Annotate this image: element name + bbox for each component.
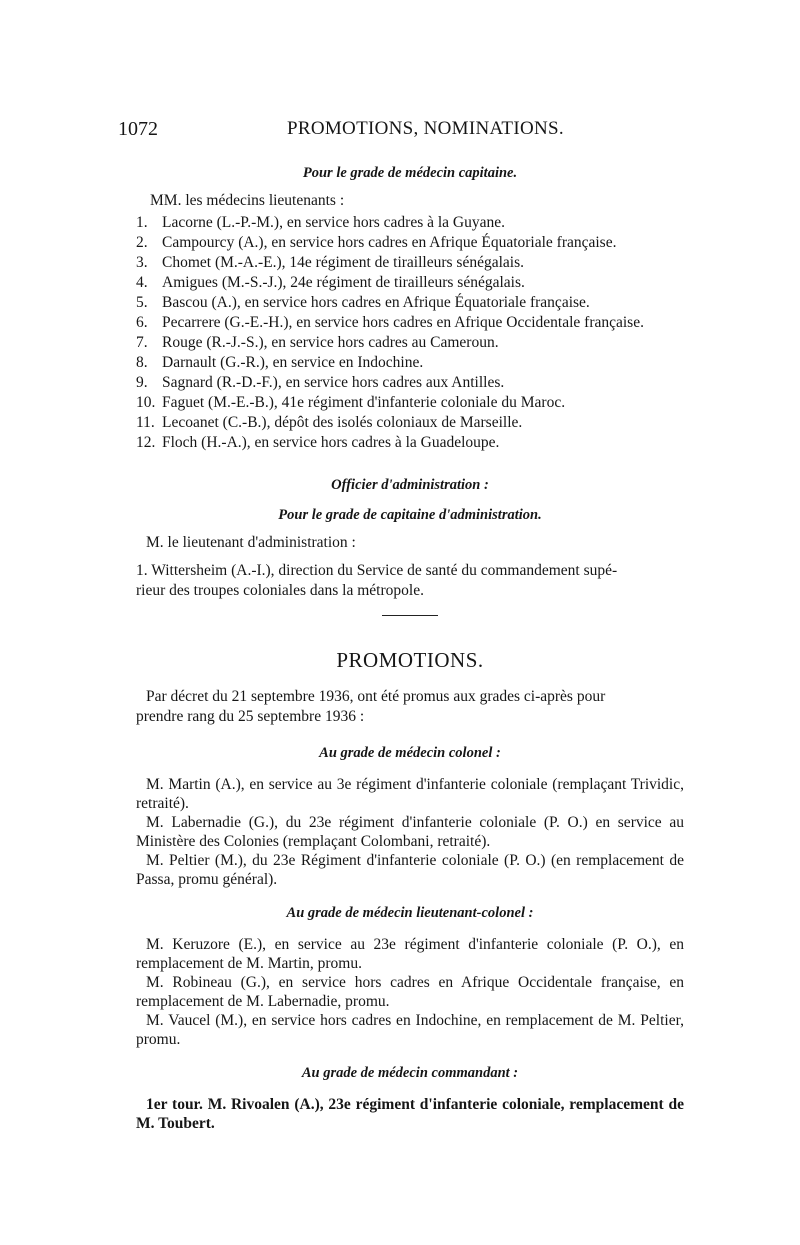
decree-line-1: Par décret du 21 septembre 1936, ont été promus aux grades ci-après pour: [146, 688, 606, 705]
list-item: 4. Amigues (M.-S.-J.), 24e régiment de tirailleurs sénégalais.: [136, 274, 525, 291]
colonel-paragraph: M. Martin (A.), en service au 3e régiment d'infanterie coloniale (remplaçant Trividic, retraité).: [136, 776, 684, 812]
administration-item-line-2: rieur des troupes coloniales dans la métropole.: [136, 582, 424, 599]
administration-intro: M. le lieutenant d'administration :: [146, 534, 356, 551]
subheading-colonel: Au grade de médecin colonel :: [319, 745, 501, 761]
decree-line-2: prendre rang du 25 septembre 1936 :: [136, 708, 365, 725]
subheading-commandant: Au grade de médecin commandant :: [301, 1065, 519, 1081]
colonel-paragraph: M. Peltier (M.), du 23e Régiment d'infanterie coloniale (P. O.) (en remplacement de Passa, promu général).: [136, 852, 684, 888]
list-item: 3. Chomet (M.-A.-E.), 14e régiment de tirailleurs sénégalais.: [136, 254, 524, 271]
list-item: 10. Faguet (M.-E.-B.), 41e régiment d'infanterie coloniale du Maroc.: [136, 394, 566, 411]
subheading-lieutenant-colonel: Au grade de médecin lieutenant-colonel :: [286, 905, 534, 921]
running-title: PROMOTIONS, NOMINATIONS.: [287, 118, 564, 139]
page-content: [136, 163, 684, 1133]
capitaine-intro: MM. les médecins lieutenants :: [150, 192, 345, 209]
list-item: 6. Pecarrere (G.-E.-H.), en service hors cadres en Afrique Occidentale française.: [136, 314, 644, 331]
list-item: 5. Bascou (A.), en service hors cadres en Afrique Équatoriale française.: [136, 294, 590, 311]
subheading-capitaine: Pour le grade de médecin capitaine.: [302, 165, 518, 181]
list-item: 12. Floch (H.-A.), en service hors cadres à la Guadeloupe.: [136, 434, 500, 451]
subheading-officier: Officier d'administration :: [331, 477, 489, 493]
promotions-title: PROMOTIONS.: [336, 648, 484, 672]
subheading-capitaine-administration: Pour le grade de capitaine d'administration.: [278, 507, 542, 523]
list-item: 7. Rouge (R.-J.-S.), en service hors cadres au Cameroun.: [136, 334, 499, 351]
lieutenant-colonel-paragraph: M. Keruzore (E.), en service au 23e régiment d'infanterie coloniale (P. O.), en remplacement de M. Martin, promu.: [136, 936, 684, 972]
section-divider: [382, 615, 438, 616]
list-item: 2. Campourcy (A.), en service hors cadres en Afrique Équatoriale française.: [136, 234, 617, 251]
administration-item-line-1: 1. Wittersheim (A.-I.), direction du Service de santé du commandement supé-: [136, 562, 618, 579]
lieutenant-colonel-paragraphs: [136, 935, 684, 1049]
list-item: 11. Lecoanet (C.-B.), dépôt des isolés coloniaux de Marseille.: [136, 414, 523, 431]
list-item: 1. Lacorne (L.-P.-M.), en service hors cadres à la Guyane.: [136, 214, 506, 231]
colonel-paragraphs: [136, 775, 684, 889]
capitaine-list: [136, 213, 684, 453]
colonel-paragraph: M. Labernadie (G.), du 23e régiment d'infanterie coloniale (P. O.) en service au Ministère des Colonies (remplaçant Colombani, retraité).: [136, 814, 684, 850]
list-item: 9. Sagnard (R.-D.-F.), en service hors cadres aux Antilles.: [136, 374, 505, 391]
page-number: 1072: [118, 118, 158, 140]
page-header: [0, 118, 800, 148]
commandant-paragraph: 1er tour. M. Rivoalen (A.), 23e régiment d'infanterie coloniale, remplacement de M. Toubert.: [136, 1096, 684, 1132]
list-item: 8. Darnault (G.-R.), en service en Indochine.: [136, 354, 424, 371]
lieutenant-colonel-paragraph: M. Robineau (G.), en service hors cadres en Afrique Occidentale française, en remplacement de M. Labernadie, promu.: [136, 974, 684, 1010]
lieutenant-colonel-paragraph: M. Vaucel (M.), en service hors cadres en Indochine, en remplacement de M. Peltier, promu.: [136, 1012, 684, 1048]
